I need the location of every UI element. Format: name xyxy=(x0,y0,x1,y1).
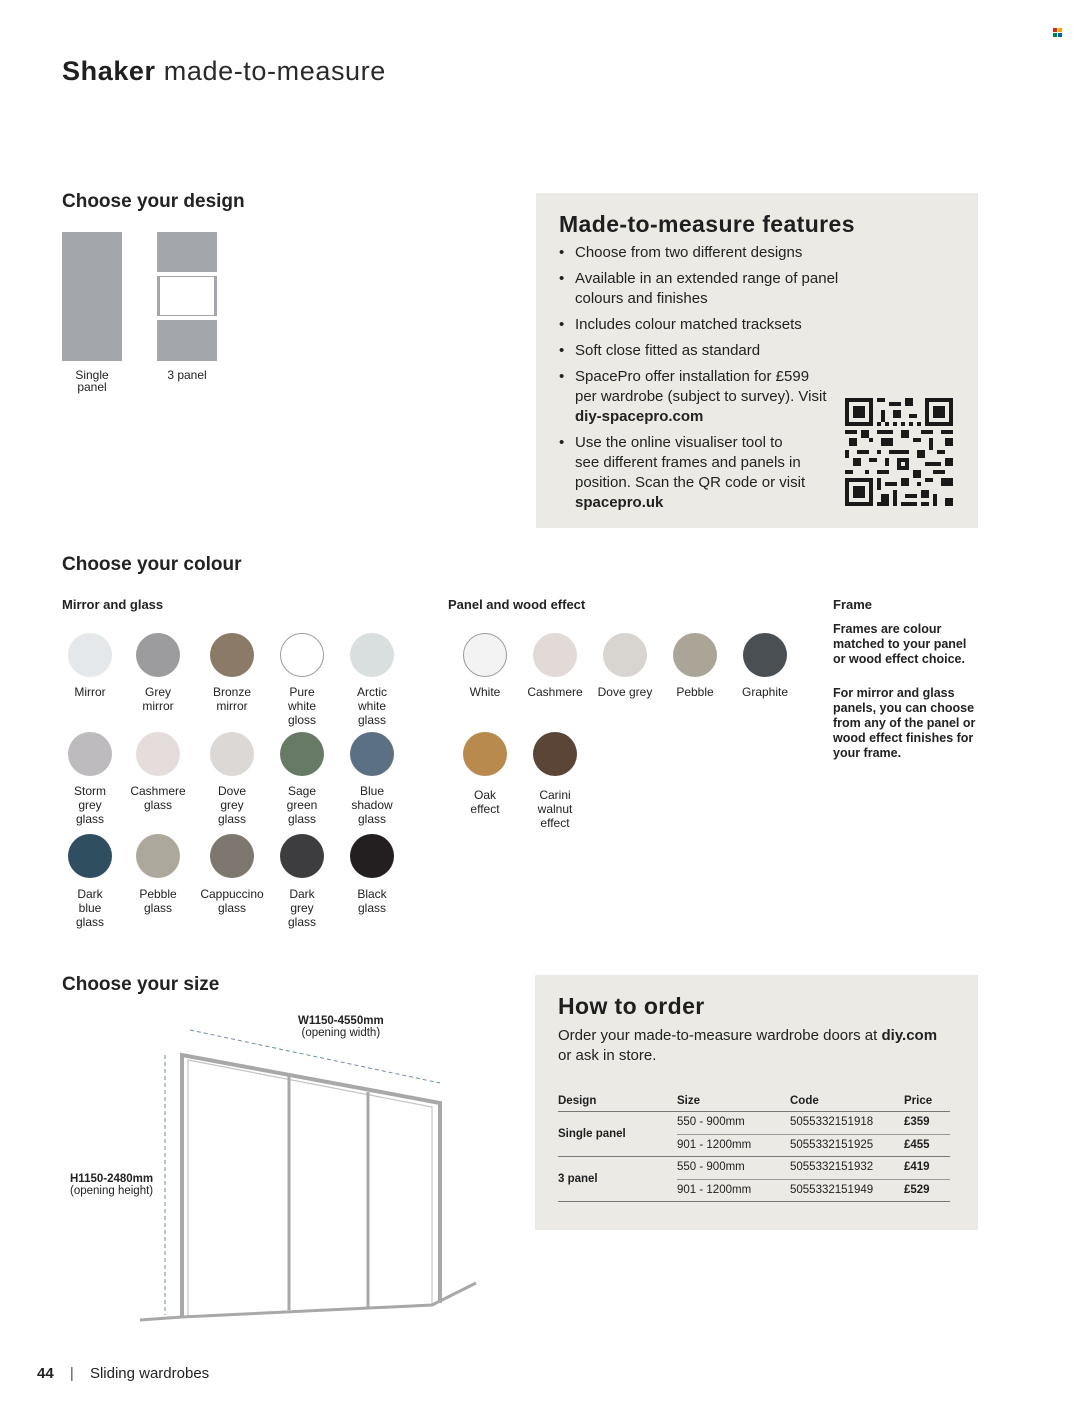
feature-item: • Soft close fitted as standard xyxy=(559,341,849,361)
colour-swatch[interactable] xyxy=(350,732,394,776)
table-row xyxy=(558,1135,950,1157)
colour-swatch[interactable] xyxy=(210,732,254,776)
table-cell-price: £529 xyxy=(904,1184,930,1196)
colour-swatch[interactable] xyxy=(68,633,112,677)
feature-item: • Use the online visualiser tool to see different frames and panels in position. Scan the QR code or visit spacepro.uk xyxy=(559,433,807,513)
col-design: Design xyxy=(558,1095,597,1107)
feature-item: • SpacePro offer installation for £599 per wardrobe (subject to survey). Visit diy-spacepro.com xyxy=(559,367,827,427)
swatch-label: Black glass xyxy=(357,887,387,915)
colour-swatch[interactable] xyxy=(533,633,577,677)
col-price: Price xyxy=(904,1095,933,1107)
diy-link[interactable]: diy.com xyxy=(881,1027,938,1044)
swatch-label: Cappuccino glass xyxy=(200,887,264,915)
qr-code-icon[interactable] xyxy=(845,398,953,506)
three-panel-label: 3 panel xyxy=(167,368,207,382)
swatch-label: Bronze mirror xyxy=(212,685,252,713)
single-panel-label-line1: Single xyxy=(75,368,109,382)
colour-swatch[interactable] xyxy=(463,633,507,677)
colour-heading: Choose your colour xyxy=(62,554,242,575)
swatch-label: Mirror xyxy=(74,685,106,699)
colour-swatch[interactable] xyxy=(743,633,787,677)
colour-swatch[interactable] xyxy=(603,633,647,677)
swatch-label: Blue shadow glass xyxy=(351,784,393,826)
swatch-label: Sage green glass xyxy=(286,784,318,826)
swatch-label: Dove grey xyxy=(597,685,653,699)
swatch-label: Graphite xyxy=(741,685,789,699)
brand-mark-icon xyxy=(1053,28,1062,37)
swatch-label: Pebble glass xyxy=(139,887,177,915)
footer-separator: | xyxy=(69,1365,74,1382)
feature-item: • Choose from two different designs xyxy=(559,243,849,263)
swatch-label: Pebble xyxy=(676,685,714,699)
colour-swatch[interactable] xyxy=(210,633,254,677)
colour-swatch[interactable] xyxy=(673,633,717,677)
col-code: Code xyxy=(790,1095,819,1107)
design-heading: Choose your design xyxy=(62,191,245,212)
table-cell-design: 3 panel xyxy=(558,1173,598,1185)
single-panel-label-line2: panel xyxy=(77,380,107,394)
swatch-label: Dark grey glass xyxy=(287,887,316,929)
frame-heading: Frame xyxy=(833,597,873,612)
colour-swatch[interactable] xyxy=(280,834,324,878)
size-heading: Choose your size xyxy=(62,974,220,995)
frame-text-1: Frames are colour matched to your panel or wood effect choice. xyxy=(833,622,967,666)
height-value: H1150-2480mm xyxy=(70,1173,154,1185)
page-title xyxy=(62,56,386,87)
swatch-label: Oak effect xyxy=(470,788,500,816)
page-number: 44 xyxy=(37,1365,54,1382)
width-label xyxy=(298,1015,384,1039)
feature-item: • Available in an extended range of panel colours and finishes xyxy=(559,269,859,309)
swatch-label: Storm grey glass xyxy=(73,784,106,826)
table-header xyxy=(558,1092,950,1112)
order-intro: Order your made-to-measure wardrobe doors at diy.com or ask in store. xyxy=(558,1027,938,1064)
table-row xyxy=(558,1180,950,1202)
table-cell-design: Single panel xyxy=(558,1128,626,1140)
table-cell-size: 550 - 900mm xyxy=(677,1116,745,1128)
swatch-label: Carini walnut effect xyxy=(537,788,573,830)
footer-section: Sliding wardrobes xyxy=(89,1365,210,1382)
frame-text-2: For mirror and glass panels, you can choose from any of the panel or wood effect finishes for your frame. xyxy=(833,686,976,760)
features-heading: Made-to-measure features xyxy=(559,211,855,237)
page-footer xyxy=(37,1365,209,1382)
table-cell-code: 5055332151932 xyxy=(790,1161,874,1173)
swatch-label: Arctic white glass xyxy=(357,685,387,727)
height-label xyxy=(70,1173,153,1197)
table-cell-size: 901 - 1200mm xyxy=(677,1184,752,1196)
table-cell-price: £359 xyxy=(904,1116,930,1128)
table-group xyxy=(558,1112,950,1157)
mirror-glass-heading: Mirror and glass xyxy=(62,597,164,612)
table-cell-price: £455 xyxy=(904,1139,930,1151)
title-rest: made-to-measure xyxy=(163,56,386,86)
table-cell-price: £419 xyxy=(904,1161,930,1173)
table-row xyxy=(558,1157,950,1179)
table-cell-size: 901 - 1200mm xyxy=(677,1139,752,1151)
colour-swatch[interactable] xyxy=(533,732,577,776)
table-cell-code: 5055332151925 xyxy=(790,1139,874,1151)
title-bold: Shaker xyxy=(62,56,156,86)
col-size: Size xyxy=(677,1095,701,1107)
colour-swatch[interactable] xyxy=(280,633,324,677)
single-panel-design-image xyxy=(62,232,122,361)
colour-swatch[interactable] xyxy=(68,834,112,878)
swatch-label: Cashmere xyxy=(527,685,583,699)
colour-swatch[interactable] xyxy=(280,732,324,776)
single-panel-label xyxy=(52,369,132,393)
table-cell-code: 5055332151949 xyxy=(790,1184,874,1196)
colour-swatch[interactable] xyxy=(136,732,180,776)
swatch-label: Pure white gloss xyxy=(287,685,316,727)
colour-swatch[interactable] xyxy=(136,834,180,878)
swatch-label: Dark blue glass xyxy=(75,887,104,929)
colour-swatch[interactable] xyxy=(463,732,507,776)
colour-swatch[interactable] xyxy=(68,732,112,776)
colour-swatch[interactable] xyxy=(136,633,180,677)
width-value: W1150-4550mm xyxy=(298,1015,384,1027)
panel-wood-heading: Panel and wood effect xyxy=(448,597,586,612)
order-heading: How to order xyxy=(558,993,705,1019)
table-group xyxy=(558,1157,950,1202)
wardrobe-size-diagram xyxy=(130,1020,490,1330)
swatch-label: Grey mirror xyxy=(142,685,174,713)
width-note: (opening width) xyxy=(301,1027,381,1039)
order-box xyxy=(535,975,978,1230)
swatch-label: Cashmere glass xyxy=(130,784,186,812)
height-note: (opening height) xyxy=(70,1185,154,1197)
swatch-label: White xyxy=(469,685,501,699)
colour-swatch[interactable] xyxy=(350,834,394,878)
table-row xyxy=(558,1112,950,1134)
three-panel-design-image xyxy=(157,232,217,361)
colour-swatch[interactable] xyxy=(350,633,394,677)
table-cell-code: 5055332151918 xyxy=(790,1116,874,1128)
table-cell-size: 550 - 900mm xyxy=(677,1161,745,1173)
features-list xyxy=(559,243,859,519)
colour-swatch[interactable] xyxy=(210,834,254,878)
swatch-label: Dove grey glass xyxy=(217,784,246,826)
feature-item: • Includes colour matched tracksets xyxy=(559,315,849,335)
order-table xyxy=(558,1092,950,1202)
